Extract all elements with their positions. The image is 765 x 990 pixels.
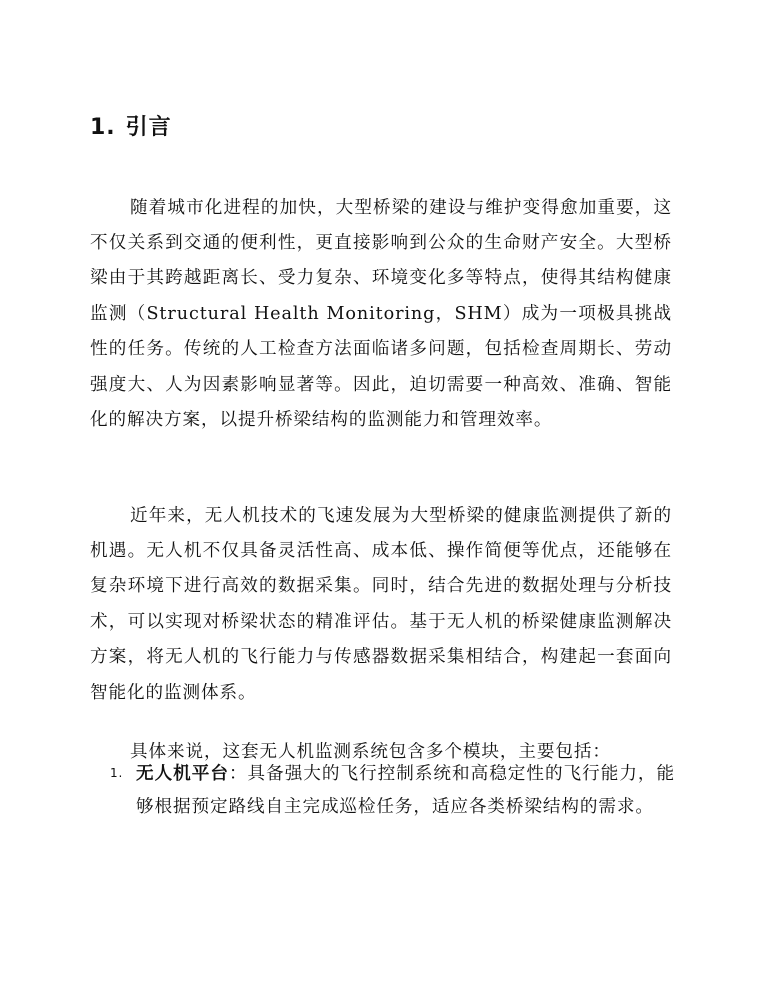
list-item-text: ：具备强大的飞行控制系统和高稳定性的飞行能力，能够根据预定路线自主完成巡检任务，适应各类桥梁结构的需求。 — [136, 764, 675, 817]
section-number: 1. — [90, 115, 116, 140]
section-heading — [90, 113, 172, 143]
module-list — [90, 757, 675, 824]
list-item-term: 无人机平台 — [136, 763, 229, 784]
paragraph-intro: 随着城市化进程的加快，大型桥梁的建设与维护变得愈加重要，这不仅关系到交通的便利性，更直接影响到公众的生命财产安全。大型桥梁由于其跨越距离长、受力复杂、环境变化多等特点，使得其结构健康监测（Structural Health Monitoring，SHM）成为一项极具挑战性的任务。传统的人工检查方法面临诸多问题，包括检查周期长、劳动强度大、人为因素影响显著等。因此，迫切需要一种高效、准确、智能化的解决方案，以提升桥梁结构的监测能力和管理效率。 — [90, 197, 672, 431]
paragraph-modules-lead: 具体来说，这套无人机监测系统包含多个模块，主要包括： — [130, 741, 611, 762]
section-title: 引言 — [125, 115, 172, 140]
list-item-marker: 1. — [110, 766, 124, 780]
paragraph-drone-tech: 近年来，无人机技术的飞速发展为大型桥梁的健康监测提供了新的机遇。无人机不仅具备灵活性高、成本低、操作简便等优点，还能够在复杂环境下进行高效的数据采集。同时，结合先进的数据处理与分析技术，可以实现对桥梁状态的精准评估。基于无人机的桥梁健康监测解决方案，将无人机的飞行能力与传感器数据采集相结合，构建起一套面向智能化的监测体系。 — [90, 505, 672, 703]
list-item — [90, 757, 675, 824]
